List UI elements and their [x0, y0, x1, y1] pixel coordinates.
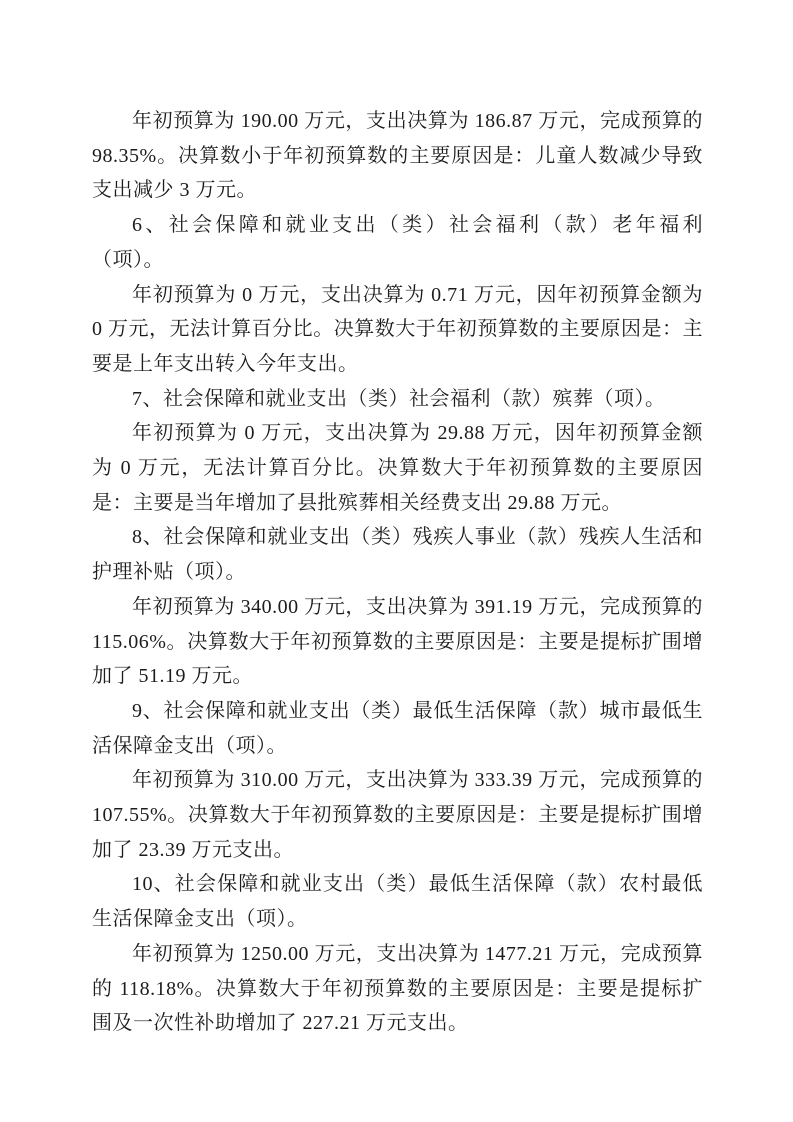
heading-item-10: 10、社会保障和就业支出（类）最低生活保障（款）农村最低生活保障金支出（项）。 — [92, 873, 703, 931]
heading-item-7: 7、社会保障和就业支出（类）社会福利（款）殡葬（项）。 — [132, 387, 666, 410]
document-body — [92, 104, 703, 1041]
para-item9-detail: 年初预算为 310.00 万元，支出决算为 333.39 万元，完成预算的 107.55%。决算数大于年初预算数的主要原因是：主要是提标扩围增加了 23.39 万元支出。 — [92, 769, 703, 861]
heading-item-8: 8、社会保障和就业支出（类）残疾人事业（款）残疾人生活和护理补贴（项）。 — [92, 526, 703, 584]
heading-item-9: 9、社会保障和就业支出（类）最低生活保障（款）城市最低生活保障金支出（项）。 — [92, 699, 703, 757]
para-item8-detail: 年初预算为 340.00 万元，支出决算为 391.19 万元，完成预算的 115.06%。决算数大于年初预算数的主要原因是：主要是提标扩围增加了 51.19 万元。 — [92, 595, 703, 688]
para-item10-detail: 年初预算为 1250.00 万元，支出决算为 1477.21 万元，完成预算的 118.18%。决算数大于年初预算数的主要原因是：主要是提标扩围及一次性补助增加了 227.21 万元支出。 — [92, 942, 703, 1035]
heading-item-6: 6、社会保障和就业支出（类）社会福利（款）老年福利（项）。 — [92, 214, 703, 271]
para-item6-detail: 年初预算为 0 万元，支出决算为 0.71 万元，因年初预算金额为 0 万元，无法计算百分比。决算数大于年初预算数的主要原因是：主要是上年支出转入今年支出。 — [92, 283, 703, 375]
para-item5-detail: 年初预算为 190.00 万元，支出决算为 186.87 万元，完成预算的 98.35%。决算数小于年初预算数的主要原因是：儿童人数减少导致支出减少 3 万元。 — [92, 110, 703, 202]
para-item7-detail: 年初预算为 0 万元，支出决算为 29.88 万元，因年初预算金额为 0 万元，无法计算百分比。决算数大于年初预算数的主要原因是：主要是当年增加了县批殡葬相关经费支出 29.88 万元。 — [92, 422, 703, 514]
